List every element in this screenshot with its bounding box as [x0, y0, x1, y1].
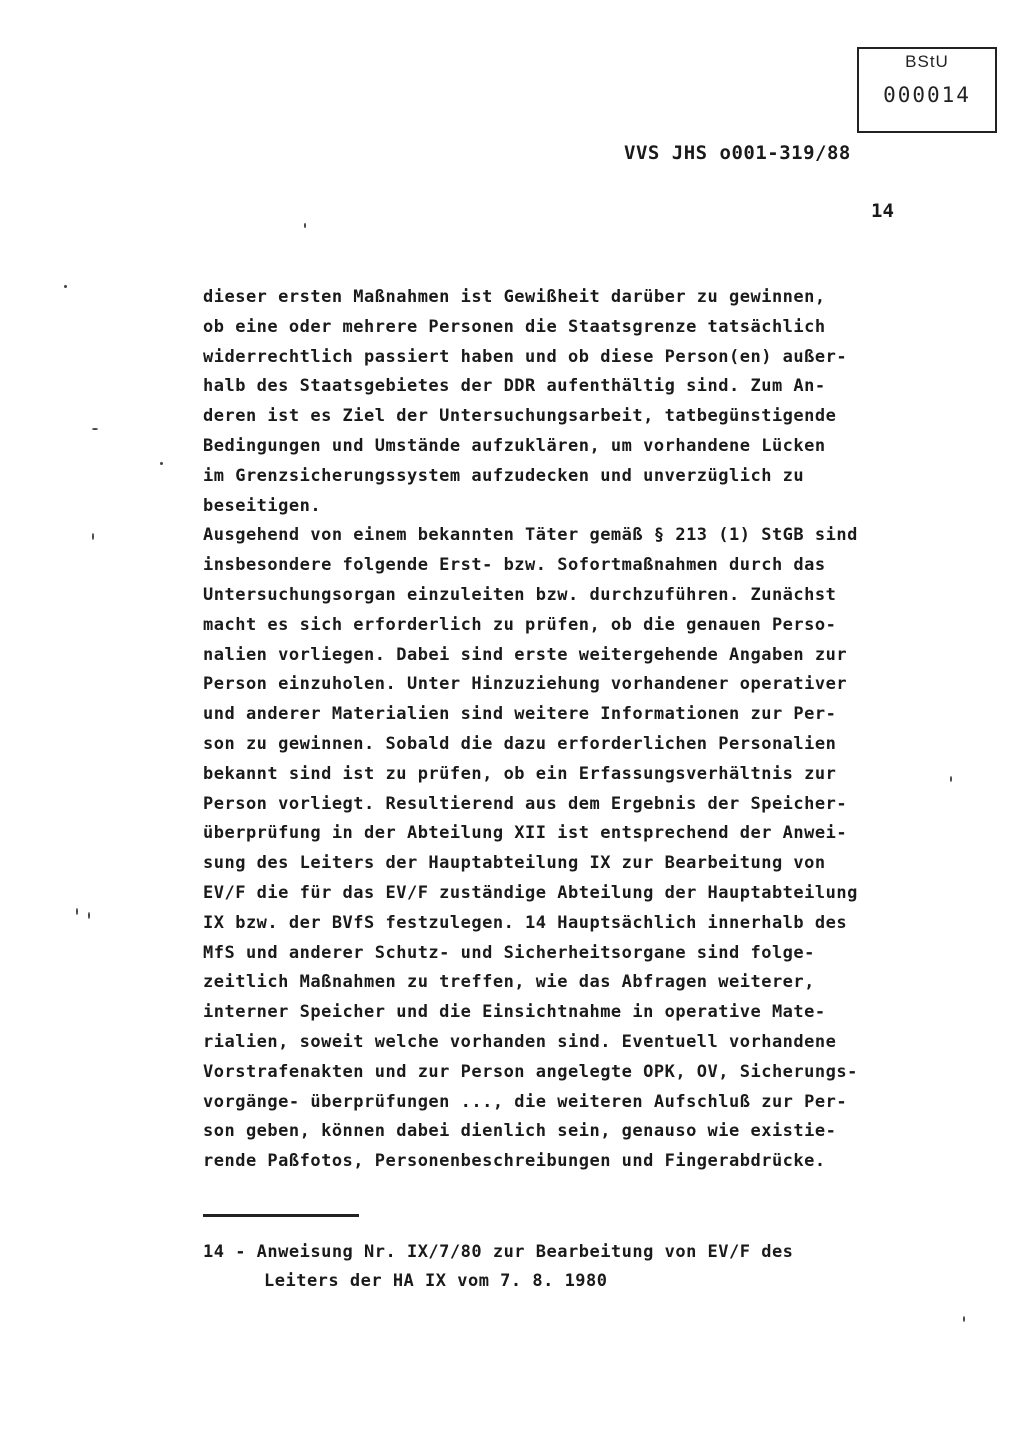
footnote-line: 14 - Anweisung Nr. IX/7/80 zur Bearbeitung von EV/F des — [203, 1242, 794, 1262]
text-line: rende Paßfotos, Personenbeschreibungen und Fingerabdrücke. — [203, 1151, 826, 1172]
footnote — [203, 1238, 793, 1296]
body-text — [203, 283, 973, 1177]
text-line: Vorstrafenakten und zur Person angelegte OPK, OV, Sicherungs- — [203, 1061, 858, 1082]
text-line: und anderer Materialien sind weitere Informationen zur Per- — [203, 704, 837, 725]
text-line: überprüfung in der Abteilung XII ist entsprechend der Anwei- — [203, 823, 848, 844]
text-line: son zu gewinnen. Sobald die dazu erforderlichen Personalien — [203, 733, 837, 754]
scan-speck — [92, 533, 94, 540]
text-line: Ausgehend von einem bekannten Täter gemäß § 213 (1) StGB sind — [203, 525, 858, 546]
stamp-number: 000014 — [883, 83, 971, 107]
scan-speck — [88, 912, 90, 919]
text-line: IX bzw. der BVfS festzulegen. 14 Hauptsächlich innerhalb des — [203, 912, 848, 933]
text-line: sung des Leiters der Hauptabteilung IX zur Bearbeitung von — [203, 853, 826, 874]
stamp-label: BStU — [905, 52, 949, 71]
scan-speck — [76, 908, 78, 915]
text-line: Bedingungen und Umstände aufzuklären, um vorhandene Lücken — [203, 435, 826, 456]
text-line: im Grenzsicherungssystem aufzudecken und unverzüglich zu — [203, 465, 805, 486]
text-line: interner Speicher und die Einsichtnahme in operative Mate- — [203, 1002, 826, 1023]
text-line: deren ist es Ziel der Untersuchungsarbeit, tatbegünstigende — [203, 406, 837, 427]
text-line: nalien vorliegen. Dabei sind erste weitergehende Angaben zur — [203, 644, 848, 665]
text-line: Person einzuholen. Unter Hinzuziehung vorhandener operativer — [203, 674, 848, 695]
page-number: 14 — [871, 200, 894, 222]
text-line: insbesondere folgende Erst- bzw. Sofortmaßnahmen durch das — [203, 555, 826, 576]
text-line: Untersuchungsorgan einzuleiten bzw. durchzuführen. Zunächst — [203, 584, 837, 605]
scan-speck — [963, 1316, 965, 1322]
text-line: beseitigen. — [203, 495, 322, 516]
scan-speck — [160, 462, 163, 465]
text-line: EV/F die für das EV/F zuständige Abteilung der Hauptabteilung — [203, 882, 858, 903]
text-line: halb des Staatsgebietes der DDR aufenthältig sind. Zum An- — [203, 376, 826, 397]
scan-speck — [304, 223, 306, 228]
text-line: ob eine oder mehrere Personen die Staatsgrenze tatsächlich — [203, 316, 826, 337]
footnote-rule — [203, 1214, 359, 1217]
archive-stamp — [857, 47, 997, 133]
text-line: zeitlich Maßnahmen zu treffen, wie das Abfragen weiterer, — [203, 972, 815, 993]
text-line: son geben, können dabei dienlich sein, genauso wie existie- — [203, 1121, 837, 1142]
text-line: macht es sich erforderlich zu prüfen, ob die genauen Perso- — [203, 614, 837, 635]
text-line: bekannt sind ist zu prüfen, ob ein Erfassungsverhältnis zur — [203, 763, 837, 784]
document-reference: VVS JHS o001-319/88 — [624, 142, 851, 164]
text-line: rialien, soweit welche vorhanden sind. Eventuell vorhandene — [203, 1031, 837, 1052]
text-line: widerrechtlich passiert haben und ob diese Person(en) außer- — [203, 346, 848, 367]
text-line: vorgänge- überprüfungen ..., die weiteren Aufschluß zur Per- — [203, 1091, 848, 1112]
footnote-line: Leiters der HA IX vom 7. 8. 1980 — [264, 1271, 608, 1291]
scan-speck — [92, 428, 98, 430]
text-line: Person vorliegt. Resultierend aus dem Ergebnis der Speicher- — [203, 793, 848, 814]
scan-speck — [64, 285, 67, 288]
scan-speck — [950, 776, 952, 782]
text-line: MfS und anderer Schutz- und Sicherheitsorgane sind folge- — [203, 942, 815, 963]
text-line: dieser ersten Maßnahmen ist Gewißheit darüber zu gewinnen, — [203, 287, 826, 307]
